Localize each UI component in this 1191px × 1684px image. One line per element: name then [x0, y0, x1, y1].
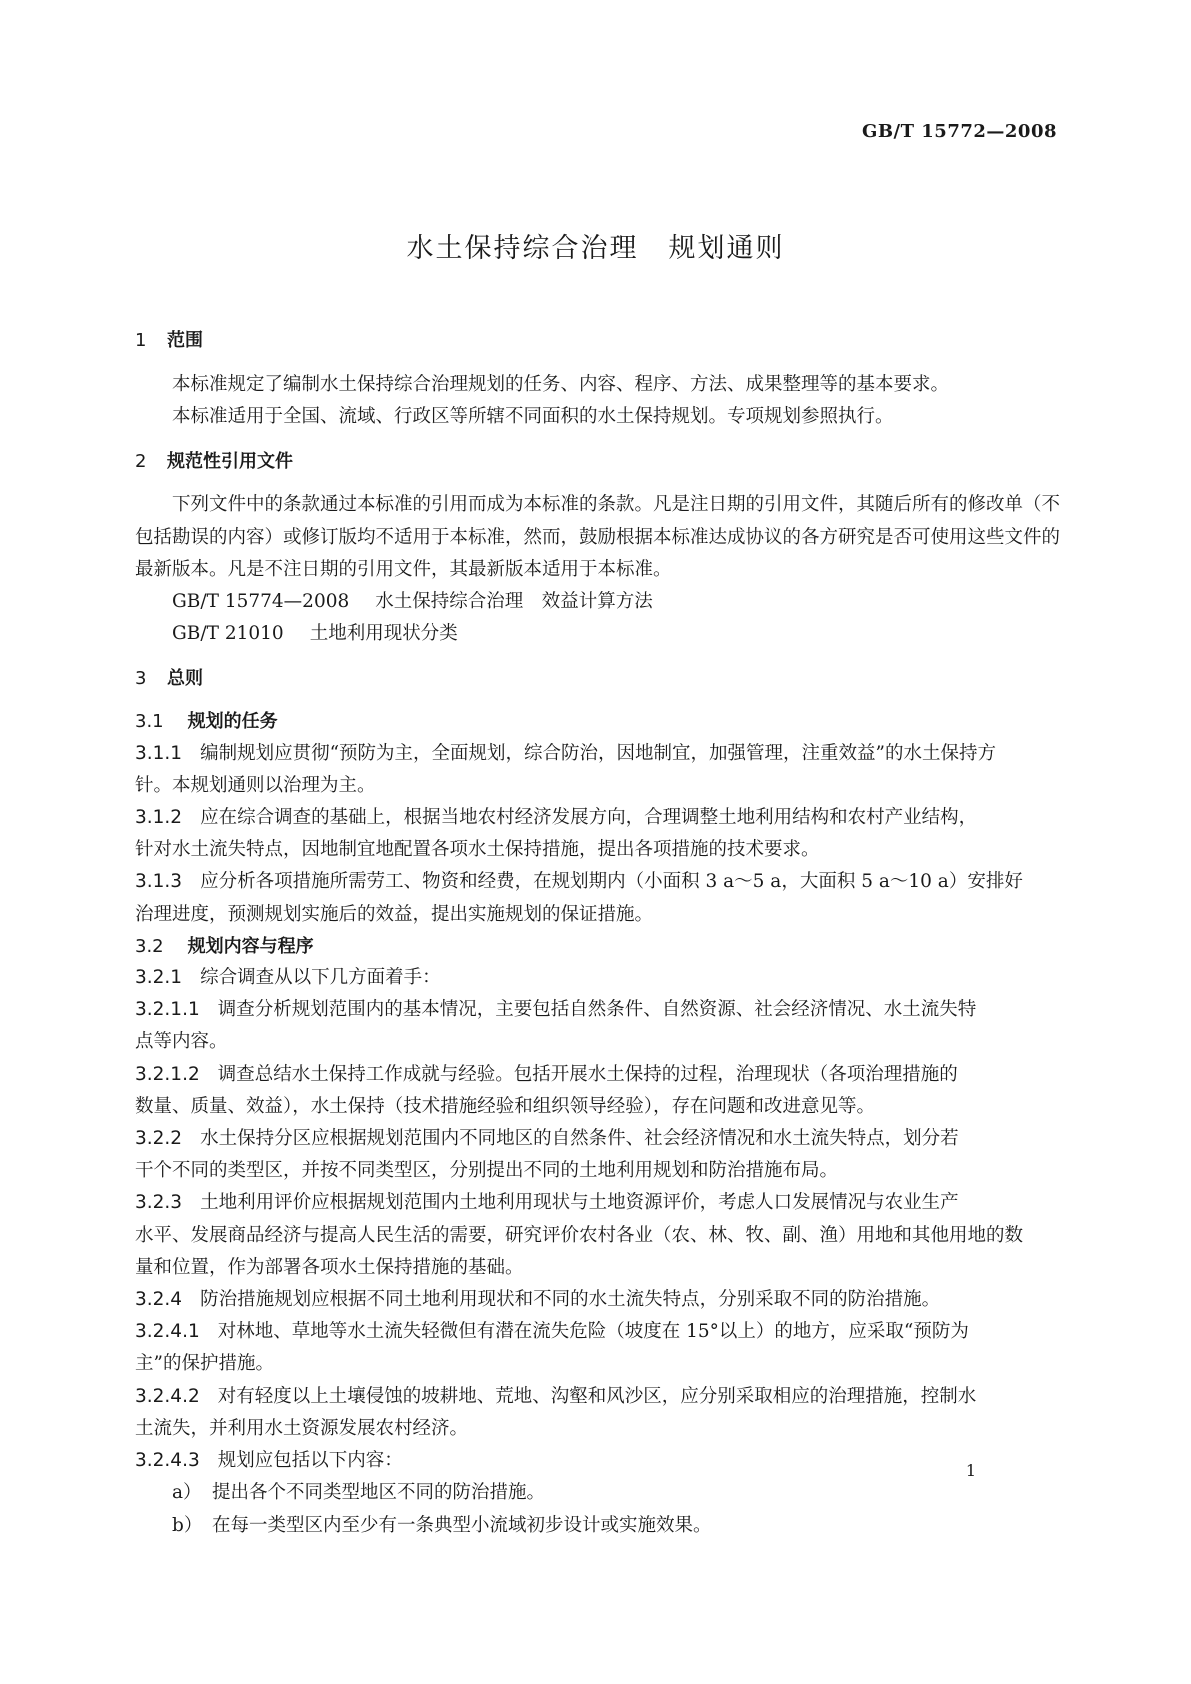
clause-continuation: 土流失，并利用水土资源发展农村经济。 [135, 1417, 469, 1439]
subsection-3-2-heading [135, 931, 1060, 962]
subsection-number: 3.1 [135, 711, 164, 733]
document-title [0, 226, 1191, 265]
list-item [135, 1510, 1060, 1542]
reference-title: 水土保持综合治理 效益计算方法 [375, 591, 653, 613]
paragraph: 本标准适用于全国、流域、行政区等所辖不同面积的水土保持规划。专项规划参照执行。 [172, 406, 894, 428]
clause-text: 对林地、草地等水土流失轻微但有潜在流失危险（坡度在 15°以上）的地方，应采取“预防为 [217, 1321, 969, 1343]
section-title: 规范性引用文件 [167, 451, 293, 473]
clause-3-2-3 [135, 1187, 1060, 1219]
title-part-2: 规划通则 [668, 233, 785, 264]
clause-text: 综合调查从以下几方面着手： [200, 967, 441, 989]
paragraph: 本标准规定了编制水土保持综合治理规划的任务、内容、程序、方法、成果整理等的基本要求。 [172, 374, 950, 395]
clause-continuation: 治理进度，预测规划实施后的效益，提出实施规划的保证措施。 [135, 903, 654, 925]
section-number: 1 [135, 330, 147, 351]
section-number: 2 [135, 451, 147, 473]
subsection-number: 3.2 [135, 935, 164, 957]
clause-continuation: 针对水土流失特点，因地制宜地配置各项水土保持措施，提出各项措施的技术要求。 [135, 839, 820, 861]
clause-text: 对有轻度以上土壤侵蚀的坡耕地、荒地、沟壑和风沙区，应分别采取相应的治理措施，控制水 [217, 1385, 977, 1407]
clause-number: 3.2.1.1 [135, 999, 200, 1021]
clause-3-1-1 [135, 738, 1060, 770]
reference-title: 土地利用现状分类 [309, 623, 458, 645]
standard-code: GB/T 15772—2008 [861, 121, 1057, 142]
clause-3-2-1-2 [135, 1059, 1060, 1091]
clause-3-2-4-3 [135, 1445, 1060, 1477]
clause-3-2-4-1 [135, 1316, 1060, 1348]
clause-text: 编制规划应贯彻“预防为主，全面规划，综合防治，因地制宜，加强管理，注重效益”的水土保持方 [200, 742, 996, 764]
clause-3-2-1-1 [135, 994, 1060, 1026]
clause-continuation: 针。本规划通则以治理为主。 [135, 774, 376, 796]
clause-number: 3.2.1 [135, 967, 183, 989]
clause-number: 3.2.2 [135, 1128, 183, 1150]
paragraph: 下列文件中的条款通过本标准的引用而成为本标准的条款。凡是注日期的引用文件，其随后所有的修改单（不包括勘误的内容）或修订版均不适用于本标准，然而，鼓励根据本标准达成协议的各方研究是否可使用这些文件的最新版本。凡是不注日期的引用文件，其最新版本适用于本标准。 [135, 494, 1061, 580]
section-1-heading [135, 325, 1060, 357]
clause-text: 规划应包括以下内容： [217, 1450, 403, 1472]
clause-3-1-3 [135, 866, 1060, 898]
section-2-heading [135, 446, 1060, 478]
clause-continuation: 点等内容。 [135, 1031, 228, 1053]
clause-number: 3.2.4.1 [135, 1321, 200, 1343]
clause-text: 土地利用评价应根据规划范围内土地利用现状与土地资源评价，考虑人口发展情况与农业生产 [200, 1192, 959, 1214]
clause-text: 调查分析规划范围内的基本情况，主要包括自然条件、自然资源、社会经济情况、水土流失特 [217, 999, 977, 1021]
section-title: 范围 [167, 330, 203, 351]
list-item [135, 1477, 1060, 1509]
reference-item [135, 618, 1060, 650]
subsection-3-1-heading [135, 706, 1060, 737]
clause-text: 水土保持分区应根据规划范围内不同地区的自然条件、社会经济情况和水土流失特点，划分若 [200, 1128, 959, 1150]
reference-code: GB/T 15774—2008 [172, 591, 350, 613]
clause-3-2-4 [135, 1284, 1060, 1316]
clause-number: 3.2.4 [135, 1289, 183, 1311]
section-number: 3 [135, 668, 147, 690]
clause-number: 3.2.4.3 [135, 1450, 200, 1472]
subsection-title: 规划内容与程序 [187, 935, 314, 957]
section-3-heading [135, 663, 1060, 695]
section-title: 总则 [167, 668, 203, 690]
clause-3-1-2 [135, 802, 1060, 834]
title-part-1: 水土保持综合治理 [406, 233, 639, 264]
clause-continuation: 数量、质量、效益），水土保持（技术措施经验和组织领导经验），存在问题和改进意见等。 [135, 1095, 876, 1117]
document-body [135, 325, 1060, 1542]
clause-continuation: 量和位置，作为部署各项水土保持措施的基础。 [135, 1256, 524, 1278]
clause-continuation: 干个不同的类型区，并按不同类型区，分别提出不同的土地利用规划和防治措施布局。 [135, 1160, 839, 1182]
list-marker: b） [172, 1514, 203, 1536]
list-item-text: 在每一类型区内至少有一条典型小流域初步设计或实施效果。 [212, 1514, 712, 1536]
clause-continuation: 主”的保护措施。 [135, 1353, 274, 1375]
reference-item [135, 586, 1060, 618]
clause-text: 应在综合调查的基础上，根据当地农村经济发展方向，合理调整土地利用结构和农村产业结构， [200, 807, 978, 829]
clause-3-2-2 [135, 1123, 1060, 1155]
reference-code: GB/T 21010 [172, 623, 284, 645]
page-number: 1 [965, 1461, 976, 1480]
clause-number: 3.2.4.2 [135, 1385, 200, 1407]
clause-number: 3.2.3 [135, 1192, 183, 1214]
list-item-text: 提出各个不同类型地区不同的防治措施。 [212, 1482, 546, 1504]
clause-continuation: 水平、发展商品经济与提高人民生活的需要，研究评价农村各业（农、林、牧、副、渔）用地和其他用地的数 [135, 1224, 1024, 1246]
clause-number: 3.1.2 [135, 807, 183, 829]
clause-3-2-4-2 [135, 1381, 1060, 1413]
clause-3-2-1 [135, 962, 1060, 994]
subsection-title: 规划的任务 [187, 711, 278, 733]
list-marker: a） [172, 1482, 202, 1504]
clause-number: 3.2.1.2 [135, 1063, 200, 1085]
clause-text: 防治措施规划应根据不同土地利用现状和不同的水土流失特点，分别采取不同的防治措施。 [200, 1289, 941, 1311]
clause-number: 3.1.3 [135, 871, 183, 893]
clause-number: 3.1.1 [135, 742, 183, 764]
clause-text: 应分析各项措施所需劳工、物资和经费，在规划期内（小面积 3 a～5 a，大面积 5 a～10 a）安排好 [200, 871, 1023, 893]
clause-text: 调查总结水土保持工作成就与经验。包括开展水土保持的过程，治理现状（各项治理措施的 [217, 1063, 958, 1085]
